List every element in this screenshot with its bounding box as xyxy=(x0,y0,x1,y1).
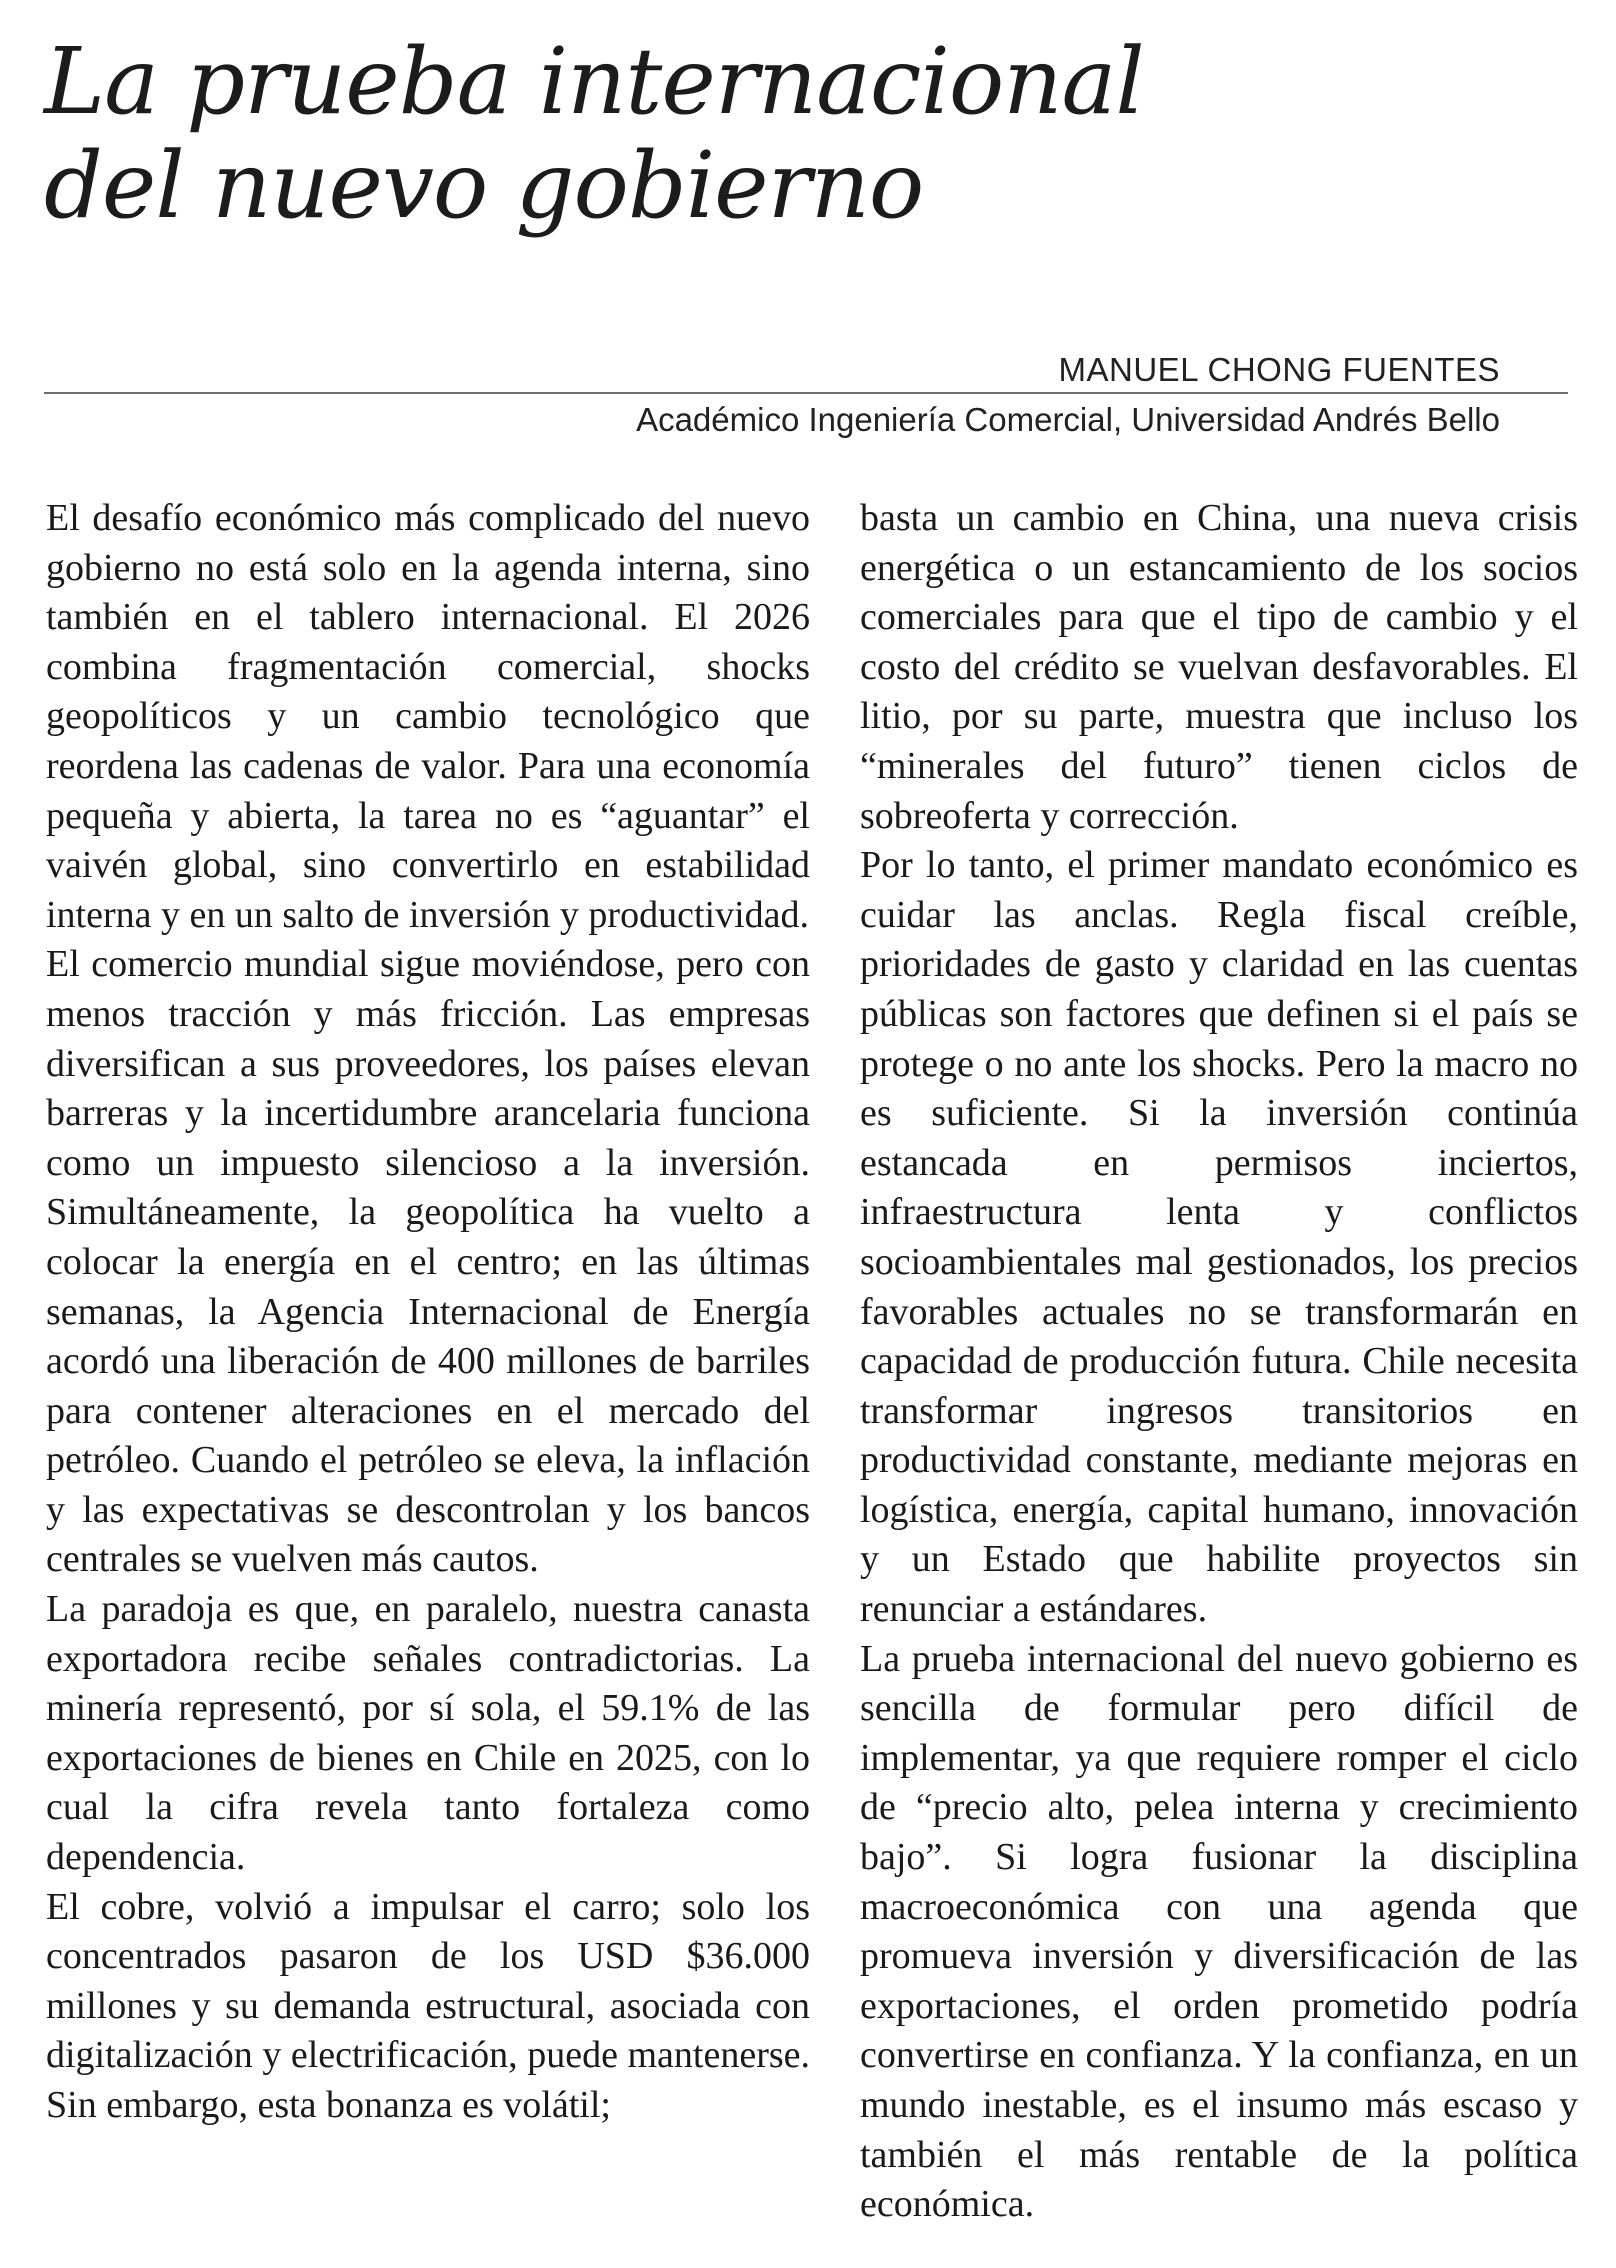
article-paragraph: El comercio mundial sigue moviéndose, pero con menos tracción y más fricción. Las empresas diversifican a sus proveedores, los países elevan barreras y la incertidumbre arancelaria funciona como un impuesto silencioso a la inversión. Simultáneamente, la geopolítica ha vuelto a colocar la energía en el centro; en las últimas semanas, la Agencia Internacional de Energía acordó una liberación de 400 millones de barriles para contener alteraciones en el mercado del petróleo. Cuando el petróleo se eleva, la inflación y las expectativas se descontrolan y los bancos centrales se vuelven más cautos. xyxy=(46,943,810,1581)
article-paragraph: Por lo tanto, el primer mandato económico es cuidar las anclas. Regla fiscal creíble, prioridades de gasto y claridad en las cuentas públicas son factores que definen si el país se protege o no ante los shocks. Pero la macro no es suficiente. Si la inversión continúa estancada en permisos inciertos, infraestructura lenta y conflictos socioambientales mal gestionados, los precios favorables actuales no se transformarán en capacidad de producción futura. Chile necesita transformar ingresos transitorios en productividad constante, mediante mejoras en logística, energía, capital humano, innovación y un Estado que habilite proyectos sin renunciar a estándares. xyxy=(860,844,1578,1631)
headline-line-1: La prueba internacional xyxy=(44,28,1144,135)
byline xyxy=(44,350,1568,440)
headline-line-2: del nuevo gobierno xyxy=(44,132,924,239)
article-paragraph: La prueba internacional del nuevo gobierno es sencilla de formular pero difícil de implementar, ya que requiere romper el ciclo de “precio alto, pelea interna y crecimiento bajo”. Si logra fusionar la disciplina macroeconómica con una agenda que promueva inversión y diversificación de las exportaciones, el orden prometido podría convertirse en confianza. Y la confianza, en un mundo inestable, es el insumo más escaso y también el más rentable de la política económica. xyxy=(860,1637,1578,2226)
article-column-right xyxy=(860,494,1578,2230)
author-name: MANUEL CHONG FUENTES xyxy=(1058,351,1500,388)
article-paragraph: El desafío económico más complicado del nuevo gobierno no está solo en la agenda interna, sino también en el tablero internacional. El 2026 combina fragmentación comercial, shocks geopolíticos y un cambio tecnológico que reordena las cadenas de valor. Para una economía pequeña y abierta, la tarea no es “aguantar” el vaivén global, sino convertirlo en estabilidad interna y en un salto de inversión y productividad. xyxy=(46,497,810,936)
article-paragraph: basta un cambio en China, una nueva crisis energética o un estancamiento de los socios comerciales para que el tipo de cambio y el costo del crédito se vuelvan desfavorables. El litio, por su parte, muestra que incluso los “minerales del futuro” tienen ciclos de sobreoferta y corrección. xyxy=(860,497,1578,837)
article-paragraph: La paradoja es que, en paralelo, nuestra canasta exportadora recibe señales contradictorias. La minería representó, por sí sola, el 59.1% de las exportaciones de bienes en Chile en 2025, con lo cual la cifra revela tanto fortaleza como dependencia. xyxy=(46,1588,810,1879)
article-column-left xyxy=(46,494,810,2131)
headline xyxy=(44,30,1544,238)
byline-divider xyxy=(44,392,1568,394)
article-paragraph: El cobre, volvió a impulsar el carro; solo los concentrados pasaron de los USD $36.000 millones y su demanda estructural, asociada con digitalización y electrificación, puede mantenerse. Sin embargo, esta bonanza es volátil; xyxy=(46,1885,810,2126)
author-affiliation: Académico Ingeniería Comercial, Universidad Andrés Bello xyxy=(636,401,1500,438)
